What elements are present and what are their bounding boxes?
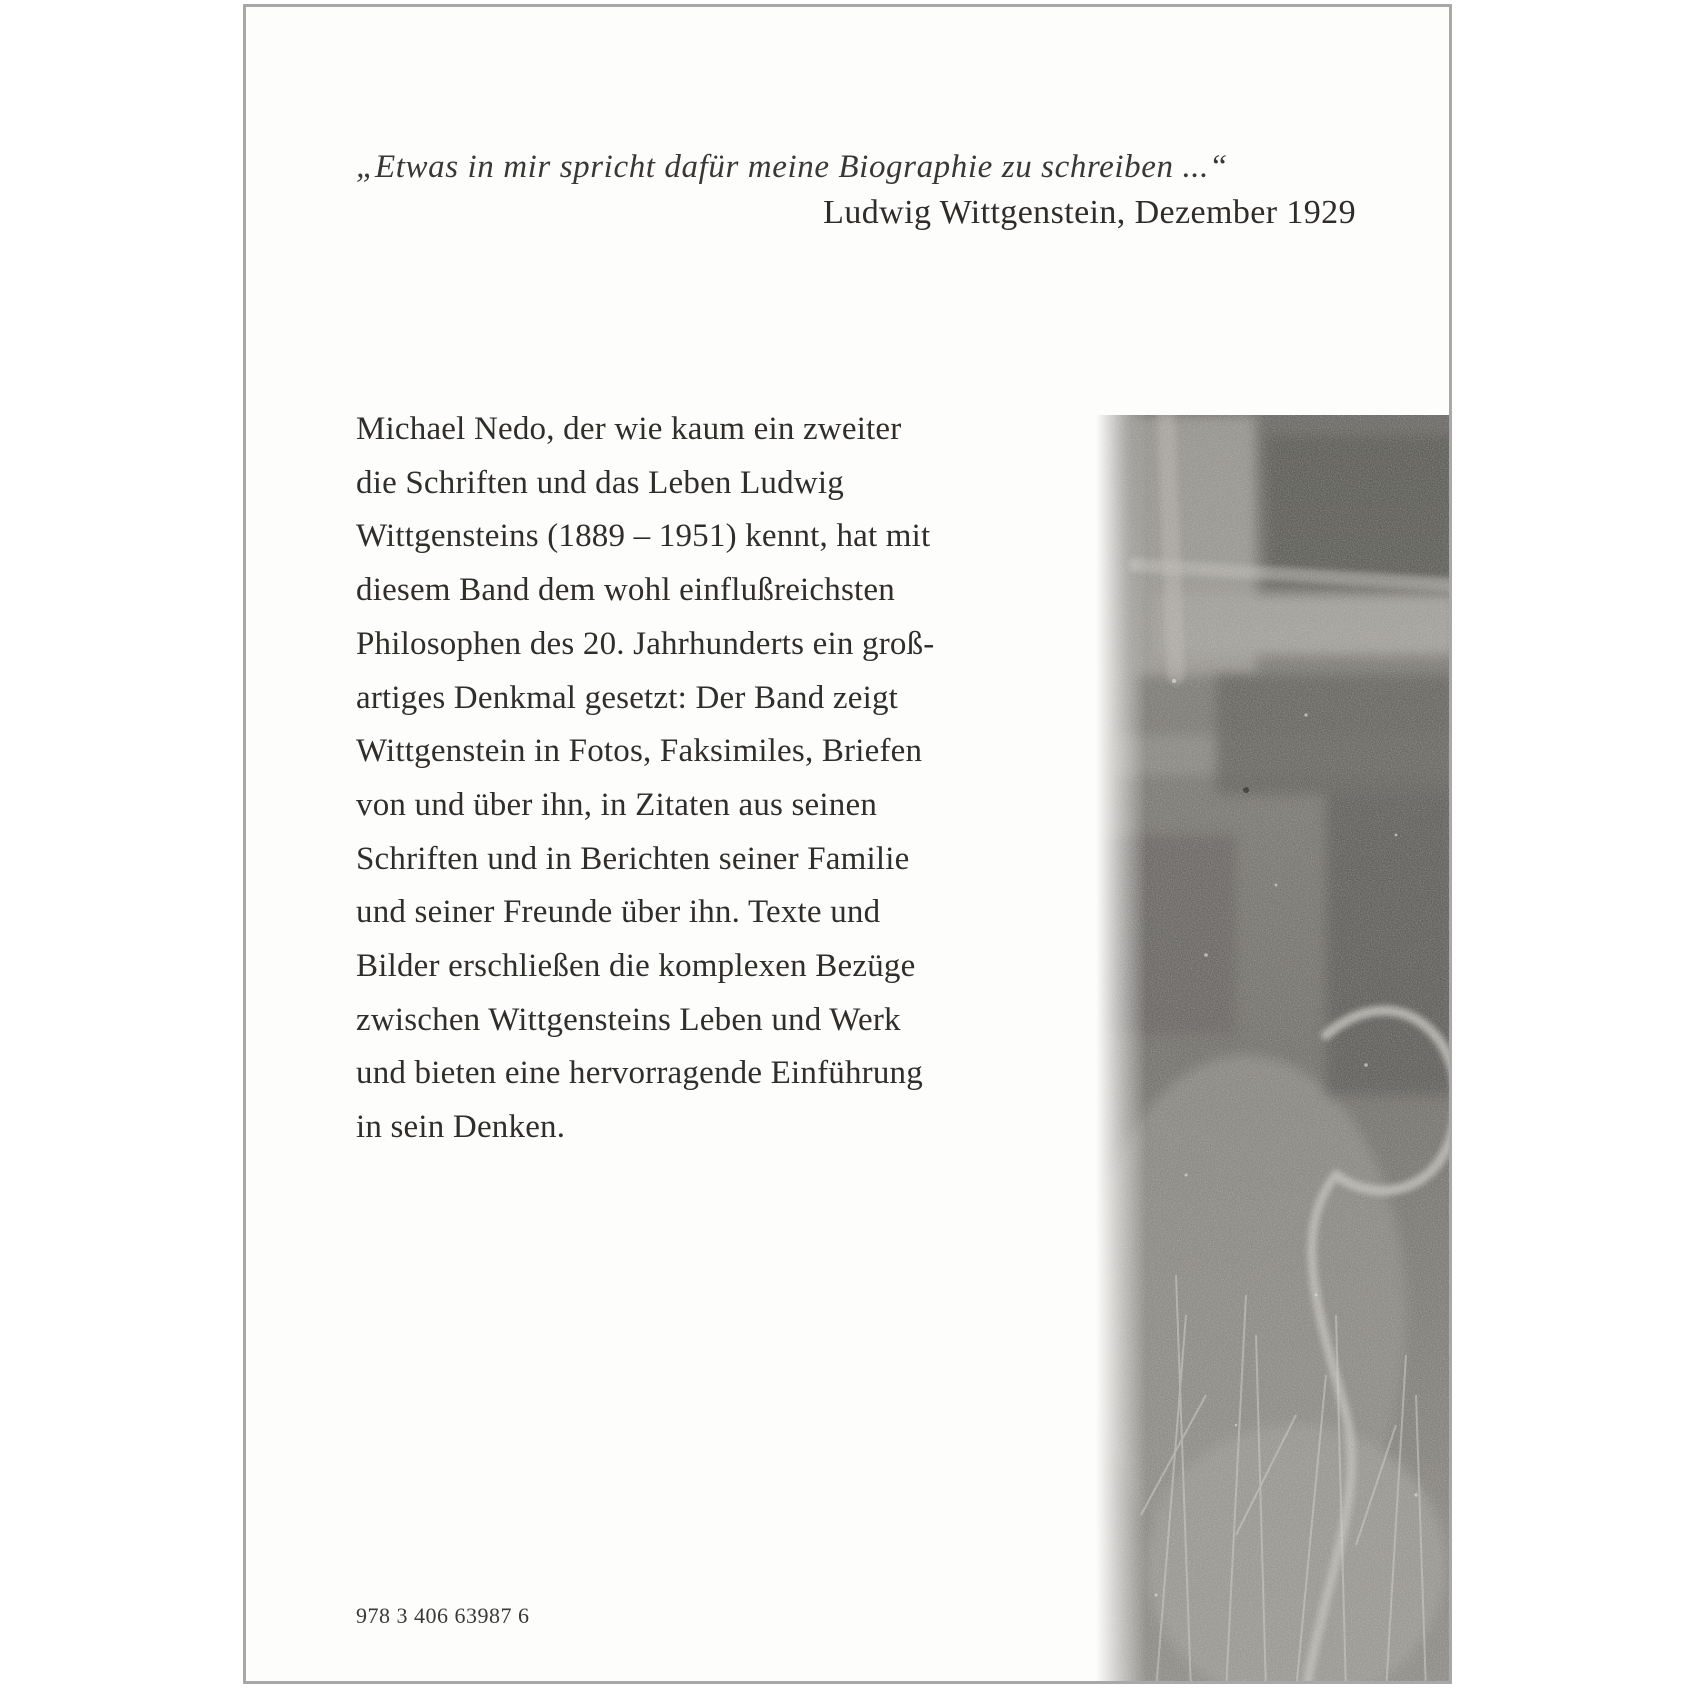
blurb-text [356,403,1056,1155]
blurb-line: Schriften und in Berichten seiner Familie [356,840,910,877]
epigraph-attribution: Ludwig Wittgenstein, Dezember 1929 [823,194,1356,231]
blurb-line: Philosophen des 20. Jahrhunderts ein groß- [356,625,935,662]
blurb-line: und seiner Freunde über ihn. Texte und [356,894,881,931]
blurb-line: in sein Denken. [356,1109,566,1146]
epigraph [356,147,1356,237]
blurb-line: von und über ihn, in Zitaten aus seinen [356,786,878,823]
blurb-line: diesem Band dem wohl einflußreichsten [356,572,895,609]
blurb-line: und bieten eine hervorragende Einführung [356,1055,923,1092]
isbn-number: 978 3 406 63987 6 [356,1603,530,1628]
blurb-line: Michael Nedo, der wie kaum ein zweiter [356,411,902,447]
blurb-line: Wittgenstein in Fotos, Faksimiles, Briefen [356,733,923,770]
blurb-line: zwischen Wittgensteins Leben und Werk [356,1001,901,1038]
epigraph-quote: „Etwas in mir spricht dafür meine Biographie zu schreiben ...“ [356,149,1228,185]
blurb-line: Wittgensteins (1889 – 1951) kennt, hat mit [356,518,931,555]
grainy-photo-strip-icon [1096,415,1452,1684]
blurb-line: artiges Denkmal gesetzt: Der Band zeigt [356,679,899,716]
book-back-cover [243,4,1452,1684]
blurb-line: Bilder erschließen die komplexen Bezüge [356,948,916,985]
blurb-line: die Schriften und das Leben Ludwig [356,464,844,501]
